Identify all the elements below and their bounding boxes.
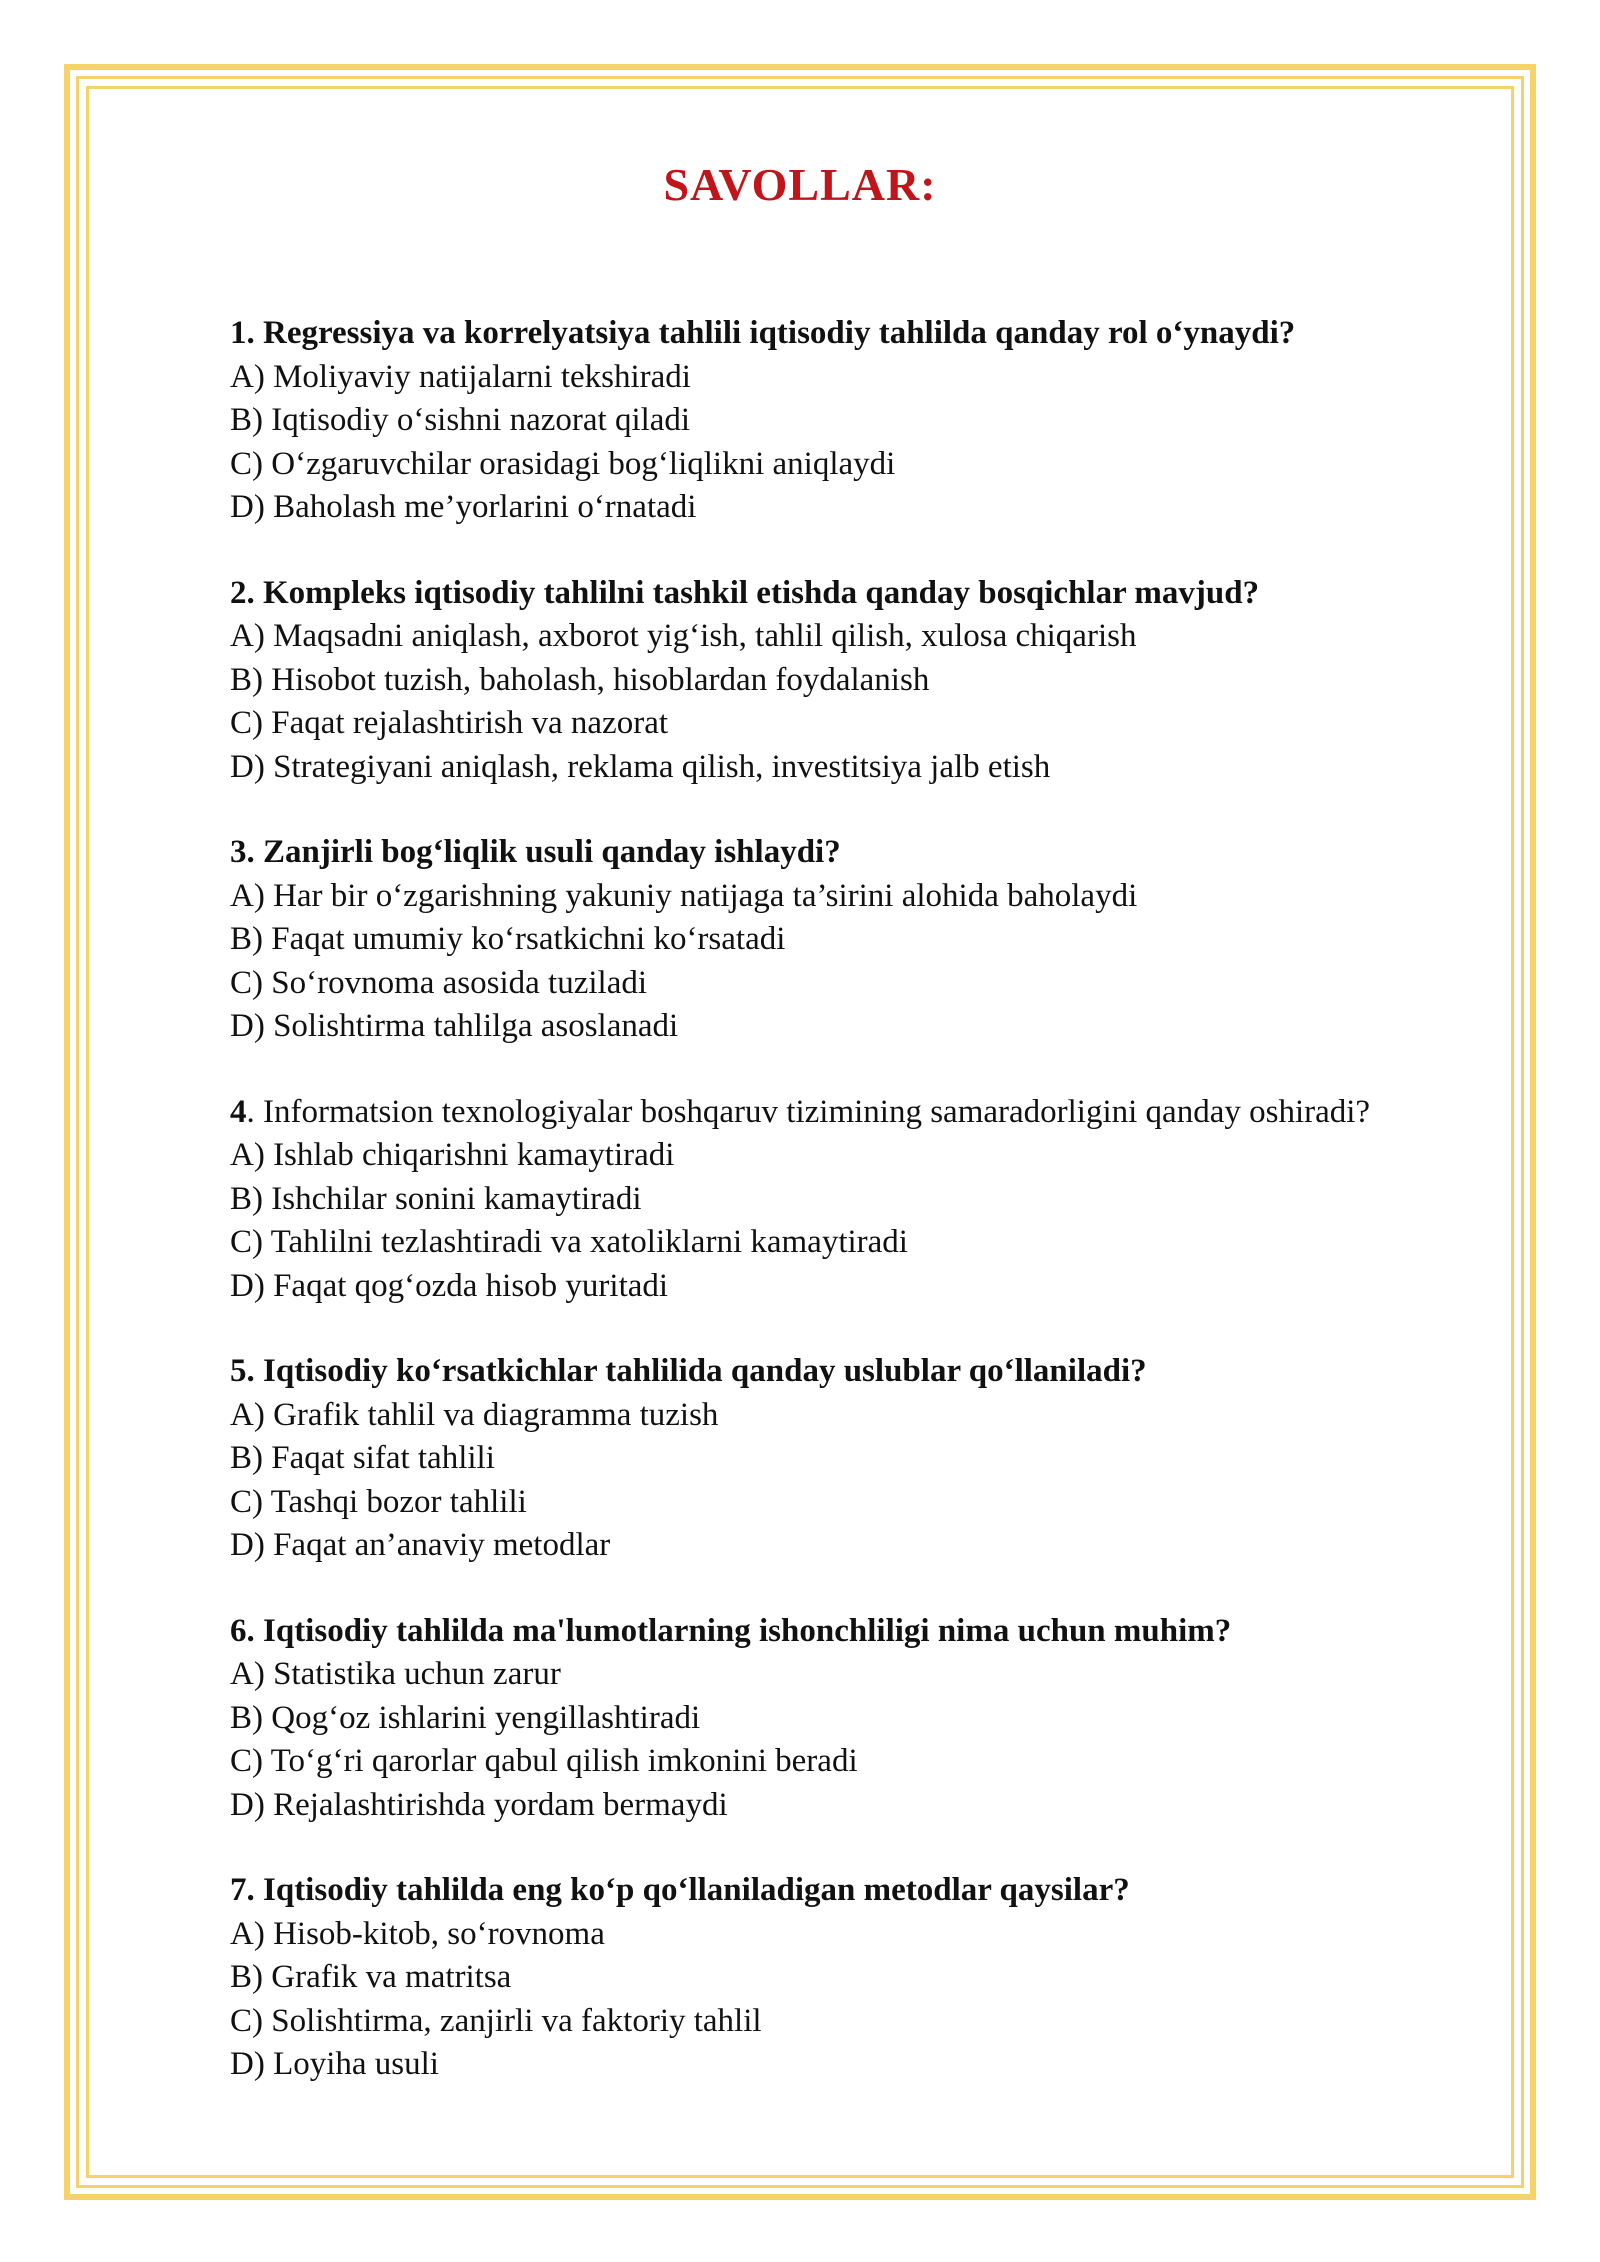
question-prompt: Iqtisodiy tahlilda ma'lumotlarning ishonchliligi nima uchun muhim? [263, 1612, 1232, 1649]
answer-option-a: A) Ishlab chiqarishni kamaytiradi [230, 1137, 675, 1173]
question-5 [230, 1350, 1480, 1568]
answer-option-c: C) To‘g‘ri qarorlar qabul qilish imkonini beradi [230, 1743, 858, 1779]
question-6 [230, 1610, 1480, 1828]
question-text [230, 572, 1480, 616]
question-text [230, 1091, 1480, 1135]
question-number: 6. [230, 1612, 255, 1649]
answer-option-a: A) Statistika uchun zarur [230, 1656, 561, 1692]
answer-option-c: C) So‘rovnoma asosida tuziladi [230, 964, 648, 1001]
answer-option-c: C) Solishtirma, zanjirli va faktoriy tahlil [230, 2002, 762, 2039]
question-1 [230, 312, 1480, 530]
question-text [230, 1869, 1480, 1913]
answer-option-d: D) Solishtirma tahlilga asoslanadi [230, 1008, 679, 1044]
page-title: SAVOLLAR: [663, 159, 937, 210]
question-number: 2. [230, 574, 255, 611]
answer-option-b: B) Faqat umumiy ko‘rsatkichni ko‘rsatadi [230, 921, 786, 957]
question-prompt: Zanjirli bog‘liqlik usuli qanday ishlaydi? [263, 834, 841, 870]
answer-option-a: A) Grafik tahlil va diagramma tuzish [230, 1396, 719, 1433]
question-7 [230, 1869, 1480, 2087]
answer-option-c: C) Tahlilni tezlashtiradi va xatoliklarni kamaytiradi [230, 1224, 908, 1260]
question-4 [230, 1091, 1480, 1309]
answer-option-a: A) Hisob-kitob, so‘rovnoma [230, 1915, 605, 1952]
question-2 [230, 572, 1480, 790]
question-text [230, 1610, 1480, 1654]
answer-option-b: B) Iqtisodiy o‘sishni nazorat qiladi [230, 402, 691, 438]
question-text [230, 1350, 1480, 1394]
answer-option-b: B) Faqat sifat tahlili [230, 1440, 495, 1476]
answer-option-a: A) Moliyaviy natijalarni tekshiradi [230, 358, 691, 395]
question-prompt: Kompleks iqtisodiy tahlilni tashkil etishda qanday bosqichlar mavjud? [263, 574, 1260, 611]
question-list [230, 312, 1480, 2087]
question-number: 3. [230, 834, 255, 870]
answer-option-d: D) Faqat an’anaviy metodlar [230, 1527, 611, 1563]
question-text [230, 831, 1480, 875]
answer-option-d: D) Rejalashtirishda yordam bermaydi [230, 1786, 728, 1823]
question-prompt: Iqtisodiy tahlilda eng ko‘p qo‘llaniladigan metodlar qaysilar? [263, 1872, 1130, 1908]
question-prompt: . Informatsion texnologiyalar boshqaruv tizimining samaradorligini qanday oshiradi? [246, 1093, 1371, 1130]
answer-option-b: B) Hisobot tuzish, baholash, hisoblardan foydalanish [230, 661, 930, 698]
question-number: 5. [230, 1353, 255, 1389]
answer-option-b: B) Qog‘oz ishlarini yengillashtiradi [230, 1699, 701, 1736]
question-number: 1. [230, 315, 255, 351]
answer-option-a: A) Maqsadni aniqlash, axborot yig‘ish, tahlil qilish, xulosa chiqarish [230, 618, 1137, 654]
question-number: 7. [230, 1872, 255, 1908]
answer-option-c: C) O‘zgaruvchilar orasidagi bog‘liqlikni aniqlaydi [230, 445, 896, 482]
answer-option-d: D) Strategiyani aniqlash, reklama qilish, investitsiya jalb etish [230, 748, 1051, 785]
answer-option-b: B) Ishchilar sonini kamaytiradi [230, 1180, 642, 1217]
question-prompt: Regressiya va korrelyatsiya tahlili iqtisodiy tahlilda qanday rol o‘ynaydi? [263, 315, 1296, 351]
question-text [230, 312, 1480, 356]
answer-option-c: C) Tashqi bozor tahlili [230, 1483, 527, 1520]
answer-option-d: D) Faqat qog‘ozda hisob yuritadi [230, 1267, 669, 1304]
answer-option-b: B) Grafik va matritsa [230, 1959, 512, 1995]
document-content [230, 140, 1480, 2129]
answer-option-a: A) Har bir o‘zgarishning yakuniy natijaga ta’sirini alohida baholaydi [230, 877, 1138, 914]
question-3 [230, 831, 1480, 1049]
question-number: 4 [230, 1093, 247, 1130]
answer-option-d: D) Loyiha usuli [230, 2046, 439, 2082]
answer-option-d: D) Baholash me’yorlarini o‘rnatadi [230, 489, 697, 525]
answer-option-c: C) Faqat rejalashtirish va nazorat [230, 705, 669, 741]
question-prompt: Iqtisodiy ko‘rsatkichlar tahlilida qanday uslublar qo‘llaniladi? [263, 1353, 1147, 1389]
